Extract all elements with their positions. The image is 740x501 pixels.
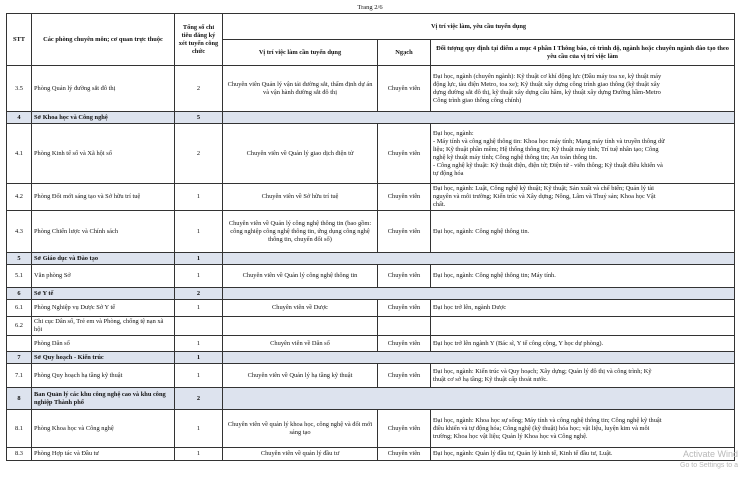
position-cell: Chuyên viên về quản lý khoa học, công nghệ và đổi mới sáng tạo bbox=[223, 410, 378, 448]
requirement-line: tự động hóa bbox=[433, 169, 464, 177]
dept-cell: Phòng Đổi mới sáng tạo và Sở hữu trí tuệ bbox=[32, 184, 175, 211]
requirement-line: Đại học, ngành: Luật, Công nghệ kỹ thuật; Kỹ thuật; Sản xuất và chế biến; Quản lý tài bbox=[433, 185, 654, 192]
requirement-line: điều khiển và tự động hóa; Công nghệ (kỹ thuật) hóa học; vật liệu, luyện kim và môi bbox=[433, 424, 650, 432]
section-row bbox=[7, 388, 735, 410]
stt-cell: 6 bbox=[7, 288, 32, 300]
rank-cell: Chuyên viên bbox=[378, 66, 431, 112]
count-cell: 1 bbox=[175, 184, 223, 211]
table-row bbox=[7, 336, 735, 352]
requirement-cell bbox=[431, 300, 735, 317]
section-filler bbox=[223, 112, 735, 124]
requirement-line: Đại học, ngành: Quản lý đầu tư, Quản lý kinh tế, Kinh tế đầu tư, Luật. bbox=[433, 450, 613, 457]
stt-cell: 3.5 bbox=[7, 66, 32, 112]
section-row bbox=[7, 288, 735, 300]
count-cell: 1 bbox=[175, 448, 223, 461]
count-cell: 1 bbox=[175, 364, 223, 388]
table-row bbox=[7, 265, 735, 288]
section-title: Ban Quản lý các khu công nghệ cao và khu công nghiệp Thành phố bbox=[32, 388, 175, 410]
requirement-line: Đại học, ngành: Công nghệ thông tin. bbox=[433, 227, 530, 235]
count-cell: 1 bbox=[175, 410, 223, 448]
section-row bbox=[7, 112, 735, 124]
section-filler bbox=[223, 253, 735, 265]
section-title: Sở Giáo dục và Đào tạo bbox=[32, 253, 175, 265]
rank-cell: Chuyên viên bbox=[378, 364, 431, 388]
rank-cell: Chuyên viên bbox=[378, 336, 431, 352]
requirement-line: - Công nghệ kỹ thuật: Kỹ thuật điện, điện tử; Điện tử - viễn thông; Kỹ thuật điều khiển và bbox=[433, 161, 663, 169]
rank-cell: Chuyên viên bbox=[378, 265, 431, 288]
table-row bbox=[7, 184, 735, 211]
table-row bbox=[7, 300, 735, 317]
count-cell bbox=[175, 317, 223, 336]
rank-cell: Chuyên viên bbox=[378, 448, 431, 461]
rank-cell: Chuyên viên bbox=[378, 410, 431, 448]
requirement-line: Đại học, ngành (chuyên ngành): Kỹ thuật cơ khí động lực (Đầu máy toa xe, kỹ thuật máy bbox=[433, 72, 662, 80]
requirement-cell bbox=[431, 184, 735, 211]
requirement-line: nguyên và môi trường; Kiến trúc và Xây dựng; Nông, Lâm và Thuỷ sản; Khoa học Vật bbox=[433, 193, 656, 200]
requirement-line: trường; Khoa học vật liệu; Quản lý Khoa học và Công nghệ. bbox=[433, 432, 588, 440]
dept-cell: Phòng Quy hoạch hạ tầng kỹ thuật bbox=[32, 364, 175, 388]
page-number: Trang 2/6 bbox=[357, 4, 383, 11]
count-cell: 1 bbox=[175, 336, 223, 352]
section-filler bbox=[223, 388, 735, 410]
header-total: Tổng số chỉ tiêu đăng ký xét tuyển công chức bbox=[175, 14, 223, 66]
section-title: Sở Quy hoạch - Kiến trúc bbox=[32, 352, 175, 364]
stt-cell: 8.1 bbox=[7, 410, 32, 448]
dept-cell: Phòng Nghiệp vụ Dược Sở Y tế bbox=[32, 300, 175, 317]
requirement-cell bbox=[431, 410, 735, 448]
section-row bbox=[7, 352, 735, 364]
dept-cell: Chi cục Dân số, Trẻ em và Phòng, chống tệ nạn xã hội bbox=[32, 317, 175, 336]
dept-cell: Phòng Kinh tế số và Xã hội số bbox=[32, 124, 175, 184]
position-cell: Chuyên viên về Quản lý công nghệ thông tin (bao gồm: công nghiệp công nghệ thông tin, ứng dụng công nghệ thông tin, chuyển đổi số) bbox=[223, 211, 378, 253]
requirement-line: dựng đường sắt đô thị, kỹ thuật xây dựng cầu hầm, kỹ thuật xây dựng Đường hầm-Metro bbox=[433, 88, 661, 96]
count-cell: 2 bbox=[175, 124, 223, 184]
requirement-line: Đại học, ngành: Kiến trúc và Quy hoạch; Xây dựng; Quản lý đô thị và công trình; Kỹ bbox=[433, 367, 652, 375]
stt-cell: 6.1 bbox=[7, 300, 32, 317]
requirement-cell bbox=[431, 211, 735, 253]
rank-cell: Chuyên viên bbox=[378, 124, 431, 184]
rank-cell bbox=[378, 317, 431, 336]
stt-cell: 7.1 bbox=[7, 364, 32, 388]
requirement-line: Công trình giao thông công chính) bbox=[433, 96, 522, 104]
stt-cell: 4.1 bbox=[7, 124, 32, 184]
count-cell: 1 bbox=[175, 265, 223, 288]
section-title: Sở Y tế bbox=[32, 288, 175, 300]
rank-cell: Chuyên viên bbox=[378, 211, 431, 253]
section-filler bbox=[223, 352, 735, 364]
position-cell: Chuyên viên về Quản lý hạ tầng kỹ thuật bbox=[223, 364, 378, 388]
dept-cell: Văn phòng Sở bbox=[32, 265, 175, 288]
position-cell: Chuyên viên về Sở hữu trí tuệ bbox=[223, 184, 378, 211]
table-row bbox=[7, 410, 735, 448]
requirement-line: Đại học trở lên, ngành Dược bbox=[433, 304, 507, 311]
rank-cell: Chuyên viên bbox=[378, 184, 431, 211]
dept-cell: Phòng Dân số bbox=[32, 336, 175, 352]
position-cell: Chuyên viên về Quản lý công nghệ thông tin bbox=[223, 265, 378, 288]
recruitment-table bbox=[6, 13, 735, 461]
position-cell: Chuyên viên về Quản lý giao dịch điện tử bbox=[223, 124, 378, 184]
requirement-cell bbox=[431, 265, 735, 288]
header-position: Vị trí việc làm cần tuyển dụng bbox=[223, 40, 378, 66]
requirement-line: Đại học, ngành: bbox=[433, 129, 474, 137]
header-rank: Ngạch bbox=[378, 40, 431, 66]
stt-cell: 8.3 bbox=[7, 448, 32, 461]
header-stt: STT bbox=[7, 14, 32, 66]
dept-cell: Phòng Chiến lược và Chính sách bbox=[32, 211, 175, 253]
count-cell: 1 bbox=[175, 253, 223, 265]
count-cell: 1 bbox=[175, 300, 223, 317]
stt-cell: 4.2 bbox=[7, 184, 32, 211]
requirement-line: nghệ kỹ thuật máy tính; Công nghệ thông tin; An toàn thông tin. bbox=[433, 153, 598, 161]
requirement-line: động lực, tàu điện Metro, toa xe); Kỹ thuật xây dựng công trình giao thông (kỹ thuật xây bbox=[433, 80, 660, 88]
header-requirement: Đối tượng quy định tại điểm a mục 4 phần I Thông báo, có trình độ, ngành hoặc chuyên ngành đào tạo theo yêu cầu của vị trí việc làm bbox=[431, 40, 735, 66]
count-cell: 1 bbox=[175, 211, 223, 253]
position-cell: Chuyên viên về quản lý đầu tư bbox=[223, 448, 378, 461]
requirement-cell bbox=[431, 364, 735, 388]
position-cell: Chuyên viên về Dân số bbox=[223, 336, 378, 352]
position-cell: Chuyên viên Quản lý vận tải đường sắt, thẩm định dự án và vận hành đường sắt đô thị bbox=[223, 66, 378, 112]
stt-cell: 5 bbox=[7, 253, 32, 265]
position-cell: Chuyên viên về Dược bbox=[223, 300, 378, 317]
activation-watermark-hint: Go to Settings to a bbox=[680, 462, 738, 469]
requirement-line: - Máy tính và công nghệ thông tin: Khoa học máy tính; Mạng máy tính và truyền thông dữ bbox=[433, 137, 665, 145]
requirement-line: Đại học trở lên ngành Y (Bác sĩ, Y tế công cộng, Y học dự phòng). bbox=[433, 339, 604, 347]
count-cell: 5 bbox=[175, 112, 223, 124]
table-row bbox=[7, 211, 735, 253]
position-cell bbox=[223, 317, 378, 336]
dept-cell: Phòng Hợp tác và Đầu tư bbox=[32, 448, 175, 461]
stt-cell: 7 bbox=[7, 352, 32, 364]
table-row bbox=[7, 66, 735, 112]
requirement-cell bbox=[431, 317, 735, 336]
requirement-line: chất. bbox=[433, 201, 446, 208]
count-cell: 2 bbox=[175, 388, 223, 410]
section-row bbox=[7, 253, 735, 265]
requirement-cell bbox=[431, 66, 735, 112]
stt-cell: 6.2 bbox=[7, 317, 32, 336]
count-cell: 1 bbox=[175, 352, 223, 364]
dept-cell: Phòng Khoa học và Công nghệ bbox=[32, 410, 175, 448]
stt-cell bbox=[7, 336, 32, 352]
rank-cell: Chuyên viên bbox=[378, 300, 431, 317]
requirement-line: Đại học, ngành: Khoa học sự sống; Máy tính và công nghệ thông tin; Công nghệ kỹ thuật bbox=[433, 416, 662, 424]
table-row bbox=[7, 124, 735, 184]
requirement-cell bbox=[431, 336, 735, 352]
requirement-line: Đại học, ngành: Công nghệ thông tin; Máy tính. bbox=[433, 272, 556, 279]
table-row bbox=[7, 317, 735, 336]
dept-cell: Phòng Quản lý đường sắt đô thị bbox=[32, 66, 175, 112]
requirement-line: liệu; Kỹ thuật phần mềm; Hệ thống thông tin; Kỹ thuật máy tính; Trí tuệ nhân tạo; Công bbox=[433, 145, 659, 153]
stt-cell: 4.3 bbox=[7, 211, 32, 253]
stt-cell: 4 bbox=[7, 112, 32, 124]
section-title: Sở Khoa học và Công nghệ bbox=[32, 112, 175, 124]
table-row bbox=[7, 448, 735, 461]
count-cell: 2 bbox=[175, 288, 223, 300]
header-dept: Các phòng chuyên môn; cơ quan trực thuộc bbox=[32, 14, 175, 66]
section-filler bbox=[223, 288, 735, 300]
requirement-line: thuật cơ sở hạ tầng; Kỹ thuật cấp thoát nước. bbox=[433, 375, 548, 383]
table-row bbox=[7, 364, 735, 388]
activation-watermark: Activate Wind bbox=[682, 449, 738, 459]
count-cell: 2 bbox=[175, 66, 223, 112]
requirement-cell bbox=[431, 124, 735, 184]
stt-cell: 5.1 bbox=[7, 265, 32, 288]
stt-cell: 8 bbox=[7, 388, 32, 410]
header-group: Vị trí việc làm, yêu cầu tuyển dụng bbox=[223, 14, 735, 40]
